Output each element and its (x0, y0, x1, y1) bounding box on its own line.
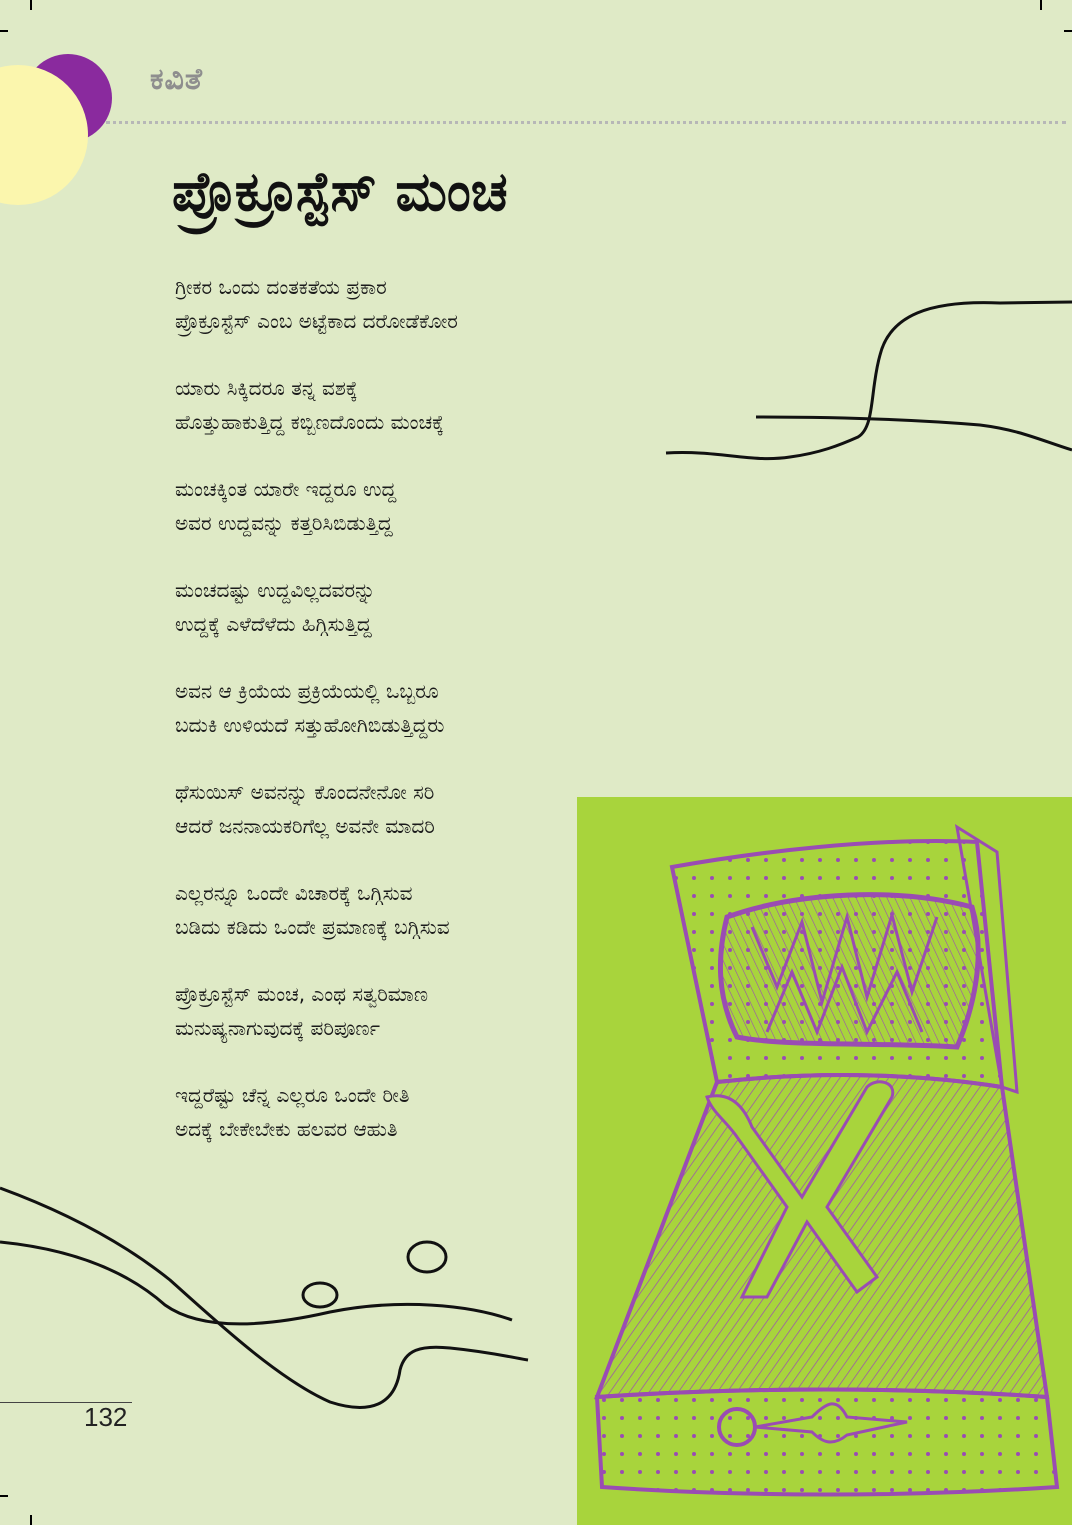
crop-mark (0, 30, 8, 32)
poem-line: ಮನುಷ್ಯನಾಗುವುದಕ್ಕೆ ಪರಿಪೂರ್ಣ (175, 1016, 380, 1040)
section-label: ಕವಿತೆ (150, 62, 203, 97)
stanza (175, 270, 595, 338)
poem-line: ಗ್ರೀಕರ ಒಂದು ದಂತಕತೆಯ ಪ್ರಕಾರ (175, 275, 387, 299)
stanza (175, 472, 595, 540)
stanza (175, 876, 595, 944)
poem-line: ಬಡಿದು ಕಡಿದು ಒಂದೇ ಪ್ರಮಾಣಕ್ಕೆ ಬಗ್ಗಿಸುವ (175, 915, 450, 939)
decorative-circles (0, 40, 120, 210)
stanza (175, 1078, 595, 1146)
poem-line: ಅವನ ಆ ಕ್ರಿಯೆಯ ಪ್ರಕ್ರಿಯೆಯಲ್ಲಿ ಒಬ್ಬರೂ (175, 679, 439, 703)
crop-mark (1064, 30, 1072, 32)
poem-title: ಪ್ರೊಕ್ರೂಸ್ಟೆಸ್ ಮಂಚ (172, 160, 508, 223)
poem-line: ಬದುಕಿ ಉಳಿಯದೆ ಸತ್ತುಹೋಗಿಬಿಡುತ್ತಿದ್ದರು (175, 713, 445, 737)
poem-line: ಉದ್ದಕ್ಕೆ ಎಳೆದೆಳೆದು ಹಿಗ್ಗಿಸುತ್ತಿದ್ದ (175, 612, 372, 636)
poem-line: ಮಂಚಕ್ಕಿಂತ ಯಾರೇ ಇದ್ದರೂ ಉದ್ದ (175, 477, 397, 501)
poem-line: ಹೊತ್ತುಹಾಕುತ್ತಿದ್ದ ಕಬ್ಬಿಣದೊಂದು ಮಂಚಕ್ಕೆ (175, 410, 444, 434)
stanza (175, 371, 595, 439)
poem-line: ಅದಕ್ಕೆ ಬೇಕೇಬೇಕು ಹಲವರ ಆಹುತಿ (175, 1117, 398, 1141)
procrustes-bed-illustration (577, 797, 1072, 1525)
poem-line: ಎಲ್ಲರನ್ನೂ ಒಂದೇ ವಿಚಾರಕ್ಕೆ ಒಗ್ಗಿಸುವ (175, 881, 413, 905)
stanza (175, 674, 595, 742)
small-loop (303, 1283, 337, 1307)
poem-line: ಇದ್ದರೆಷ್ಟು ಚೆನ್ನ ಎಲ್ಲರೂ ಒಂದೇ ರೀತಿ (175, 1083, 410, 1107)
small-loop (408, 1242, 446, 1272)
page-number: 132 (84, 1402, 128, 1432)
poem-line: ಯಾರು ಸಿಕ್ಕಿದರೂ ತನ್ನ ವಶಕ್ಕೆ (175, 376, 358, 400)
line-art-bottom (0, 1170, 540, 1460)
stanza (175, 573, 595, 641)
poem-body (175, 270, 595, 1179)
stanza (175, 775, 595, 843)
line-art-top (660, 295, 1072, 475)
crop-mark (30, 1515, 32, 1525)
crop-mark (30, 0, 32, 10)
poem-line: ಆದರೆ ಜನನಾಯಕರಿಗೆಲ್ಲ ಅವನೇ ಮಾದರಿ (175, 814, 435, 838)
dotted-divider (106, 121, 1066, 124)
poem-line: ಪ್ರೊಕ್ರೂಸ್ಟೆಸ್ ಮಂಚ, ಎಂಥ ಸತ್ವರಿಮಾಣ (175, 982, 429, 1006)
crop-mark (0, 1495, 8, 1497)
stanza (175, 977, 595, 1045)
poem-line: ಅವರ ಉದ್ದವನ್ನು ಕತ್ತರಿಸಿಬಿಡುತ್ತಿದ್ದ (175, 511, 393, 535)
crop-mark (1040, 0, 1042, 10)
poem-line: ಥೆಸುಯಿಸ್ ಅವನನ್ನು ಕೊಂದನೇನೋ ಸರಿ (175, 780, 435, 804)
poem-line: ಪ್ರೊಕ್ರೂಸ್ಟೆಸ್ ಎಂಬ ಅಟ್ಟೆಕಾದ ದರೋಡೆಕೋರ (175, 309, 458, 333)
poem-line: ಮಂಚದಷ್ಟು ಉದ್ದವಿಲ್ಲದವರನ್ನು (175, 578, 376, 602)
